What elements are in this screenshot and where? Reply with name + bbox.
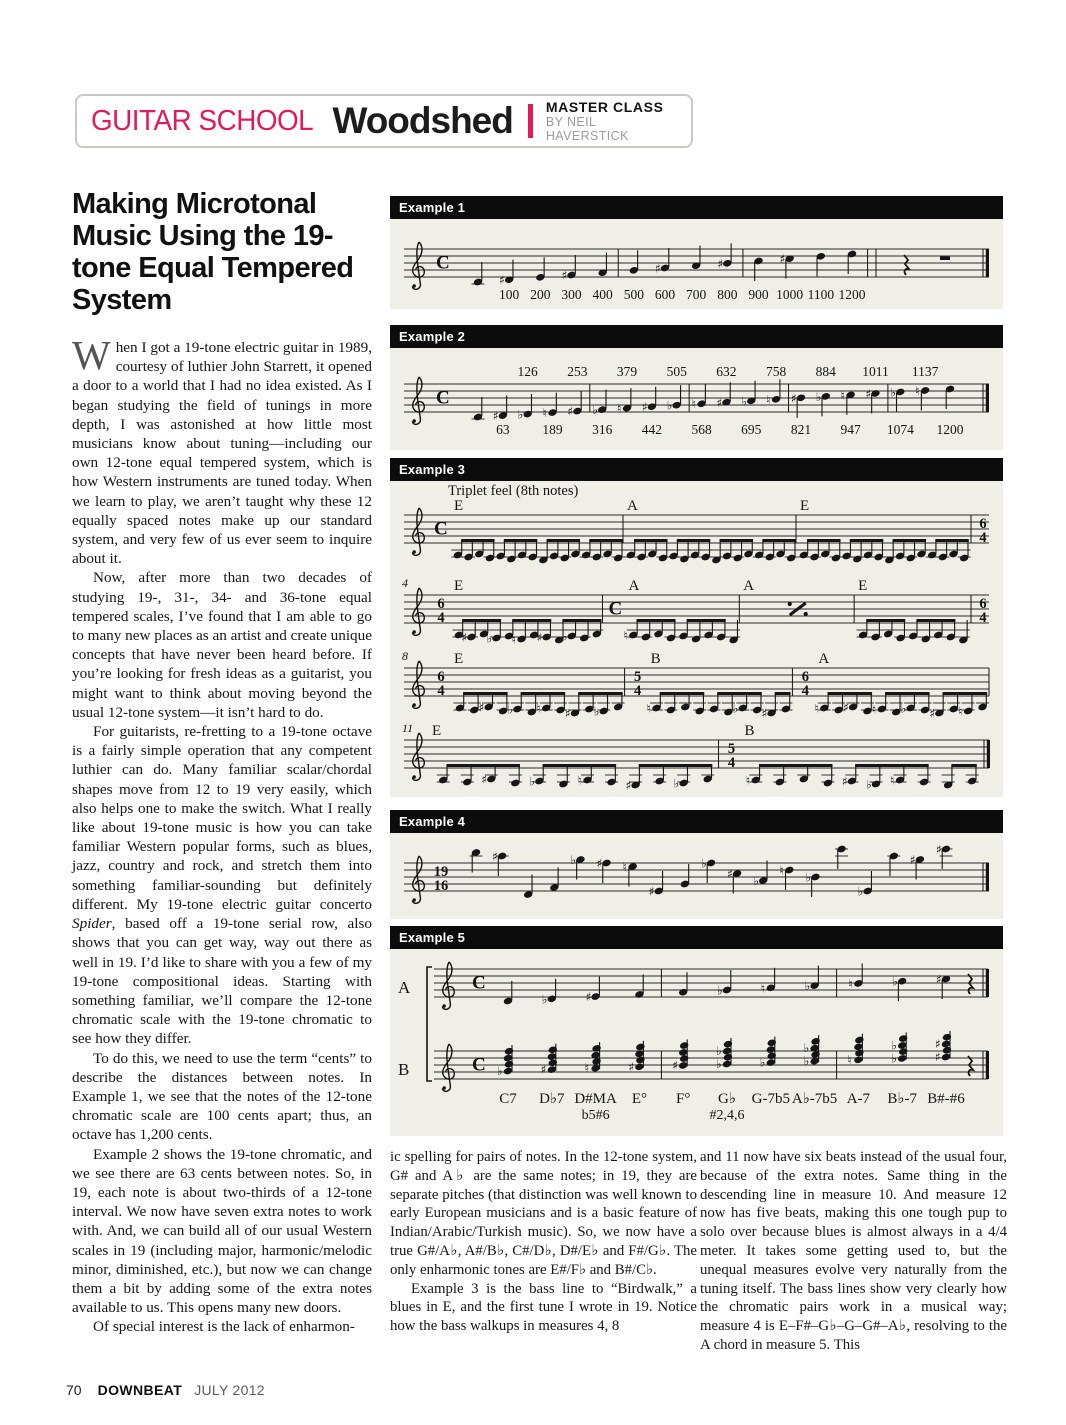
svg-text:♭: ♭ bbox=[507, 702, 514, 717]
svg-text:♯: ♯ bbox=[585, 990, 592, 1005]
svg-text:♯: ♯ bbox=[716, 395, 723, 410]
svg-text:568: 568 bbox=[691, 422, 712, 437]
svg-text:♭: ♭ bbox=[865, 777, 872, 792]
svg-text:C7: C7 bbox=[499, 1091, 517, 1107]
svg-text:♯: ♯ bbox=[929, 706, 936, 721]
svg-text:♭: ♭ bbox=[805, 870, 812, 885]
svg-text:E: E bbox=[454, 578, 464, 594]
page-number: 70 bbox=[66, 1382, 82, 1398]
svg-text:19: 19 bbox=[433, 864, 449, 880]
svg-text:4: 4 bbox=[633, 683, 642, 699]
svg-text:#2,4,6: #2,4,6 bbox=[709, 1108, 745, 1123]
svg-text:♭: ♭ bbox=[892, 974, 898, 989]
svg-text:A: A bbox=[743, 578, 755, 594]
svg-text:632: 632 bbox=[716, 364, 737, 379]
svg-text:♮: ♮ bbox=[646, 701, 651, 716]
svg-text:A: A bbox=[398, 978, 411, 997]
article-title: Making Microtonal Music Using the 19-tone Equal Tempered System bbox=[72, 188, 354, 316]
svg-text:300: 300 bbox=[561, 287, 582, 302]
body-paragraph: and 11 now have six beats instead of the usual four, because of the extra notes. Same thing in the descending line in measure 10. And measure 12 now has five beats, making this one tough pup to solo over because blues is almost always in a 4/4 meter. It takes some getting used to, but the unequal measures evolve very naturally from the tuning itself. The bass lines show very clearly how the chromatic pairs work in a musical way; measure 4 is E–F#–G♭–G–G#–A♭, resolving to the A chord in measure 5. This bbox=[700, 1149, 1007, 1353]
svg-text:5: 5 bbox=[727, 741, 736, 757]
example-5-notation bbox=[390, 949, 1003, 1136]
svg-text:4: 4 bbox=[402, 576, 408, 590]
continuation-column-2 bbox=[700, 1148, 1007, 1355]
svg-text:♯: ♯ bbox=[936, 972, 942, 987]
svg-text:505: 505 bbox=[666, 364, 687, 379]
svg-text:♭: ♭ bbox=[857, 884, 864, 899]
work-title-italic: Spider bbox=[72, 915, 112, 933]
svg-text:4: 4 bbox=[801, 683, 810, 699]
svg-text:G♭: G♭ bbox=[718, 1091, 736, 1107]
svg-text:Triplet feel (8th notes): Triplet feel (8th notes) bbox=[448, 483, 579, 499]
example-2-header: Example 2 bbox=[390, 325, 1003, 348]
svg-text:♭: ♭ bbox=[570, 853, 577, 867]
svg-text:♯: ♯ bbox=[655, 261, 661, 276]
svg-text:♯: ♯ bbox=[492, 409, 499, 424]
svg-text:♮: ♮ bbox=[814, 701, 819, 716]
svg-text:♮: ♮ bbox=[691, 397, 696, 412]
svg-text:♭: ♭ bbox=[891, 1038, 897, 1053]
svg-text:♭: ♭ bbox=[732, 701, 739, 716]
svg-text:1137: 1137 bbox=[911, 364, 939, 379]
svg-text:♯: ♯ bbox=[628, 1059, 635, 1074]
body-paragraph: To do this, we need to use the term “cents” to describe the distances between notes. In Example 1, we see that the notes of the 12-tone chromatic scale are 100 cents apart; thus, an octave has 1,200 cents. bbox=[72, 1049, 372, 1144]
svg-text:♭: ♭ bbox=[741, 394, 747, 409]
svg-text:♮: ♮ bbox=[847, 1052, 852, 1067]
svg-text:4: 4 bbox=[979, 530, 987, 546]
svg-text:16: 16 bbox=[433, 878, 449, 894]
svg-text:B#-#6: B#-#6 bbox=[927, 1091, 965, 1107]
body-paragraph: Example 3 is the bass line to “Birdwalk,” a blues in E, and the first tune I wrote in 19. Notice how the bass walkups in measures 4, 8 bbox=[390, 1280, 697, 1335]
svg-text:♮: ♮ bbox=[617, 401, 622, 416]
svg-text:♮: ♮ bbox=[584, 1061, 589, 1076]
svg-text:♯: ♯ bbox=[478, 700, 485, 715]
svg-text:4: 4 bbox=[727, 755, 736, 771]
drop-cap: W bbox=[72, 332, 111, 378]
svg-text:11: 11 bbox=[402, 721, 414, 735]
byline: BY NEIL HAVERSTICK bbox=[545, 114, 629, 144]
notation-svg bbox=[390, 949, 1003, 1136]
svg-text:C: C bbox=[434, 518, 448, 540]
svg-text:♭: ♭ bbox=[561, 629, 568, 644]
example-2-box bbox=[390, 325, 1003, 450]
svg-text:4: 4 bbox=[437, 683, 445, 699]
svg-text:♭: ♭ bbox=[753, 874, 759, 888]
svg-text:E: E bbox=[454, 498, 464, 514]
svg-text:884: 884 bbox=[815, 364, 836, 379]
svg-text:♯: ♯ bbox=[935, 1037, 941, 1051]
notation-svg bbox=[390, 219, 1003, 309]
svg-text:♮: ♮ bbox=[779, 863, 784, 878]
svg-text:1200: 1200 bbox=[838, 287, 866, 302]
svg-text:C: C bbox=[436, 387, 450, 409]
svg-text:♯: ♯ bbox=[596, 856, 603, 871]
page-footer bbox=[66, 1382, 265, 1398]
section-kicker: GUITAR SCHOOL bbox=[91, 104, 314, 137]
svg-text:♭: ♭ bbox=[529, 774, 536, 789]
svg-text:♯: ♯ bbox=[909, 853, 916, 867]
svg-text:♭: ♭ bbox=[593, 704, 600, 719]
svg-text:♭: ♭ bbox=[815, 389, 822, 404]
svg-text:♯: ♯ bbox=[461, 630, 468, 645]
svg-text:♮: ♮ bbox=[840, 388, 845, 403]
svg-text:A: A bbox=[818, 651, 830, 667]
svg-text:♯: ♯ bbox=[727, 867, 733, 881]
svg-text:F°: F° bbox=[676, 1091, 691, 1107]
svg-text:♮: ♮ bbox=[745, 773, 751, 788]
svg-text:♯: ♯ bbox=[492, 849, 498, 864]
svg-text:♯: ♯ bbox=[481, 772, 488, 787]
svg-text:A: A bbox=[627, 498, 638, 514]
example-4-header: Example 4 bbox=[390, 810, 1003, 833]
svg-text:♭: ♭ bbox=[803, 1041, 810, 1056]
svg-text:♯: ♯ bbox=[935, 1050, 941, 1064]
svg-text:600: 600 bbox=[654, 287, 676, 302]
svg-text:800: 800 bbox=[717, 287, 738, 302]
series-block bbox=[546, 99, 677, 144]
svg-text:♮: ♮ bbox=[623, 628, 628, 643]
svg-text:♭: ♭ bbox=[804, 979, 811, 994]
svg-text:B: B bbox=[650, 651, 661, 667]
paragraph-text: hen I got a 19-tone electric guitar in 1989, courtesy of luthier John Starrett, it opened a door to a world that I had no idea existed. As I began studying the field of tunings in more depth, I was astonished at how little most musicians know about tuning—including our own 12-tone equal tempered system, which is how Western instruments are tuned today. When we learn to play, we aren’t taught why these 12 equally spaced notes make up our standard system, and very few of us ever seem to inquire about it. bbox=[72, 339, 372, 568]
banner-divider bbox=[528, 104, 533, 138]
svg-text:B: B bbox=[744, 723, 755, 739]
svg-text:695: 695 bbox=[741, 422, 762, 437]
example-4-box bbox=[390, 810, 1003, 919]
example-5-header: Example 5 bbox=[390, 926, 1003, 949]
svg-text:♮: ♮ bbox=[760, 981, 766, 996]
svg-text:♮: ♮ bbox=[511, 632, 516, 647]
svg-text:400: 400 bbox=[592, 287, 613, 302]
svg-text:♯: ♯ bbox=[841, 774, 848, 789]
paragraph-text: , based off a 19-tone serial row, also shows that you can get way, way out there as well in 19. I’d like to share with you a few of my 19-tone compositional ideas. Starting with something familiar, we’ll compare the 12-tone chromatic scale with the 19-tone chromatic to see how they differ. bbox=[72, 915, 372, 1048]
svg-text:316: 316 bbox=[592, 422, 613, 437]
svg-text:♯: ♯ bbox=[717, 256, 724, 271]
svg-text:♭: ♭ bbox=[759, 1055, 766, 1070]
svg-text:6: 6 bbox=[437, 596, 445, 612]
svg-text:6: 6 bbox=[801, 669, 810, 685]
svg-text:♯: ♯ bbox=[567, 404, 574, 419]
svg-text:C: C bbox=[436, 252, 450, 274]
svg-text:C: C bbox=[472, 972, 486, 994]
svg-text:♮: ♮ bbox=[577, 773, 582, 788]
svg-text:♯: ♯ bbox=[843, 700, 849, 715]
svg-text:b5#6: b5#6 bbox=[581, 1108, 610, 1123]
svg-text:♮: ♮ bbox=[536, 701, 541, 716]
svg-text:♯: ♯ bbox=[936, 842, 942, 857]
svg-text:8: 8 bbox=[402, 649, 408, 663]
svg-text:B: B bbox=[398, 1060, 410, 1079]
svg-text:6: 6 bbox=[979, 516, 987, 532]
svg-text:♭: ♭ bbox=[717, 983, 723, 998]
example-1-notation bbox=[390, 219, 1003, 309]
svg-text:G-7b5: G-7b5 bbox=[751, 1091, 790, 1107]
column-wordmark: Woodshed bbox=[332, 100, 513, 141]
example-2-notation bbox=[390, 348, 1003, 450]
series-label: MASTER CLASS bbox=[545, 98, 664, 115]
svg-text:A-7: A-7 bbox=[846, 1091, 871, 1107]
paragraph-text: For guitarists, re-fretting to a 19-tone octave is a fairly simple operation that any competent luthier can do. Many familiar scalar/chordal shapes move from 12 to 19 very easily, which also helps one to make the switch. What I really like about 19-tone music is how you can take familiar Western popular forms, such as blues, jazz, country and rock, and stretch them into something familiar-sounding but definitely different. My 19-tone electric guitar concerto bbox=[72, 723, 372, 913]
svg-text:♮: ♮ bbox=[871, 702, 877, 717]
svg-text:♮: ♮ bbox=[622, 860, 627, 874]
svg-text:♭: ♭ bbox=[900, 701, 907, 716]
svg-text:4: 4 bbox=[979, 610, 987, 626]
body-paragraph: Example 2 shows the 19-tone chromatic, and we see there are 63 cents between notes. So, in 19, each note is about two-thirds of a 12-tone interval. We now have seven extra notes to work with. And, we can build all of our usual Western scales in 19 (including major, harmonic/melodic minor, diminished, etc.), but now we can change them a bit by adding some of the extra notes available to us. This opens many new doors. bbox=[72, 1145, 372, 1317]
svg-text:♮: ♮ bbox=[915, 383, 920, 398]
svg-text:1011: 1011 bbox=[862, 364, 889, 379]
example-3-notation bbox=[390, 481, 1003, 797]
svg-text:126: 126 bbox=[517, 364, 538, 379]
svg-text:♯: ♯ bbox=[561, 268, 568, 283]
svg-text:6: 6 bbox=[979, 596, 987, 612]
svg-text:♭: ♭ bbox=[891, 1051, 897, 1066]
svg-text:758: 758 bbox=[765, 364, 787, 379]
svg-text:C: C bbox=[608, 598, 623, 620]
svg-text:442: 442 bbox=[641, 422, 663, 437]
svg-text:♯: ♯ bbox=[790, 391, 797, 406]
svg-text:189: 189 bbox=[542, 422, 563, 437]
svg-text:63: 63 bbox=[496, 422, 510, 437]
example-5-box bbox=[390, 926, 1003, 1136]
example-1-box bbox=[390, 196, 1003, 309]
svg-text:♭: ♭ bbox=[673, 776, 680, 791]
svg-text:D#MA: D#MA bbox=[574, 1091, 617, 1107]
svg-text:♭: ♭ bbox=[592, 403, 598, 418]
svg-text:100: 100 bbox=[499, 287, 520, 302]
svg-text:♭: ♭ bbox=[890, 385, 896, 400]
svg-text:♭: ♭ bbox=[666, 398, 673, 413]
body-paragraph: Of special interest is the lack of enharmon- bbox=[93, 1318, 355, 1336]
issue-date: JULY 2012 bbox=[194, 1382, 265, 1398]
svg-text:♮: ♮ bbox=[848, 976, 853, 991]
article-body-column bbox=[72, 332, 372, 1337]
svg-text:821: 821 bbox=[790, 422, 812, 437]
svg-text:♭: ♭ bbox=[541, 992, 548, 1007]
svg-text:♯: ♯ bbox=[540, 1062, 547, 1077]
svg-text:♯: ♯ bbox=[779, 252, 786, 267]
svg-text:947: 947 bbox=[840, 422, 861, 437]
body-paragraph: ic spelling for pairs of notes. In the 12-tone system, G# and A♭ are the same notes; in 19, they are separate pitches (that distinction was well known to early European musicians and is a basic feature of Indian/Arabic/Turkish music). So, we now have a true G#/A♭, A#/B♭, C#/D♭, D#/E♭ and F#/G♭. The only enharmonic tones are E#/F♭ and B#/C♭. bbox=[390, 1149, 697, 1278]
svg-text:E°: E° bbox=[631, 1091, 647, 1107]
svg-text:♭: ♭ bbox=[716, 1044, 722, 1058]
body-paragraph bbox=[72, 332, 372, 568]
svg-text:♭: ♭ bbox=[517, 407, 524, 422]
svg-text:5: 5 bbox=[633, 669, 642, 685]
section-banner bbox=[75, 94, 693, 148]
svg-text:♭: ♭ bbox=[716, 1057, 722, 1071]
notation-svg bbox=[390, 481, 1003, 797]
svg-text:E: E bbox=[858, 578, 868, 594]
svg-text:D♭7: D♭7 bbox=[539, 1091, 565, 1107]
svg-text:♯: ♯ bbox=[648, 884, 655, 899]
svg-text:♭: ♭ bbox=[803, 1054, 810, 1069]
svg-text:♯: ♯ bbox=[641, 400, 648, 415]
body-paragraph: Now, after more than two decades of studying 19-, 31-, 34- and 36-tone equal tempered scales, I’ve found that I am able to go to many new places as an artist and create unique concepts that have never been heard before. If you’re looking for fresh ideas as a guitarist, you might want to think about moving beyond the usual 12-tone system—it isn’t hard to do. bbox=[72, 569, 372, 721]
svg-text:E: E bbox=[432, 723, 442, 739]
svg-text:♯: ♯ bbox=[564, 706, 571, 721]
svg-text:E: E bbox=[800, 498, 810, 514]
svg-text:♯: ♯ bbox=[761, 706, 768, 721]
svg-text:♯: ♯ bbox=[672, 1058, 679, 1073]
svg-text:♭: ♭ bbox=[497, 1064, 503, 1078]
svg-text:1000: 1000 bbox=[776, 287, 804, 302]
svg-text:♯: ♯ bbox=[625, 778, 632, 793]
example-1-header: Example 1 bbox=[390, 196, 1003, 219]
svg-text:1100: 1100 bbox=[807, 287, 835, 302]
svg-text:700: 700 bbox=[686, 287, 707, 302]
svg-text:253: 253 bbox=[567, 364, 588, 379]
svg-text:♮: ♮ bbox=[958, 704, 963, 719]
example-3-box bbox=[390, 458, 1003, 797]
svg-text:900: 900 bbox=[748, 287, 769, 302]
svg-text:♯: ♯ bbox=[499, 273, 505, 288]
magazine-name: DOWNBEAT bbox=[97, 1382, 183, 1398]
svg-text:♯: ♯ bbox=[536, 630, 543, 645]
continuation-column-1 bbox=[390, 1148, 697, 1336]
svg-text:B♭-7: B♭-7 bbox=[887, 1091, 917, 1107]
svg-text:4: 4 bbox=[437, 610, 445, 626]
notation-svg bbox=[390, 348, 1003, 450]
svg-text:♭: ♭ bbox=[701, 856, 707, 871]
notation-svg bbox=[390, 833, 1003, 919]
svg-text:♯: ♯ bbox=[865, 386, 872, 401]
svg-text:6: 6 bbox=[437, 669, 445, 685]
svg-text:♮: ♮ bbox=[890, 773, 895, 788]
svg-text:C: C bbox=[472, 1054, 486, 1076]
svg-text:200: 200 bbox=[530, 287, 551, 302]
svg-text:500: 500 bbox=[623, 287, 644, 302]
svg-text:1074: 1074 bbox=[886, 422, 914, 437]
example-3-header: Example 3 bbox=[390, 458, 1003, 481]
svg-text:379: 379 bbox=[616, 364, 638, 379]
svg-text:E: E bbox=[454, 651, 464, 667]
svg-text:1200: 1200 bbox=[936, 422, 964, 437]
svg-text:♮: ♮ bbox=[542, 406, 547, 421]
svg-text:♮: ♮ bbox=[766, 392, 771, 407]
example-4-notation bbox=[390, 833, 1003, 919]
body-paragraph bbox=[72, 722, 372, 1048]
svg-text:A: A bbox=[628, 578, 640, 594]
svg-text:A♭-7b5: A♭-7b5 bbox=[791, 1091, 838, 1107]
svg-text:♭: ♭ bbox=[486, 631, 493, 646]
